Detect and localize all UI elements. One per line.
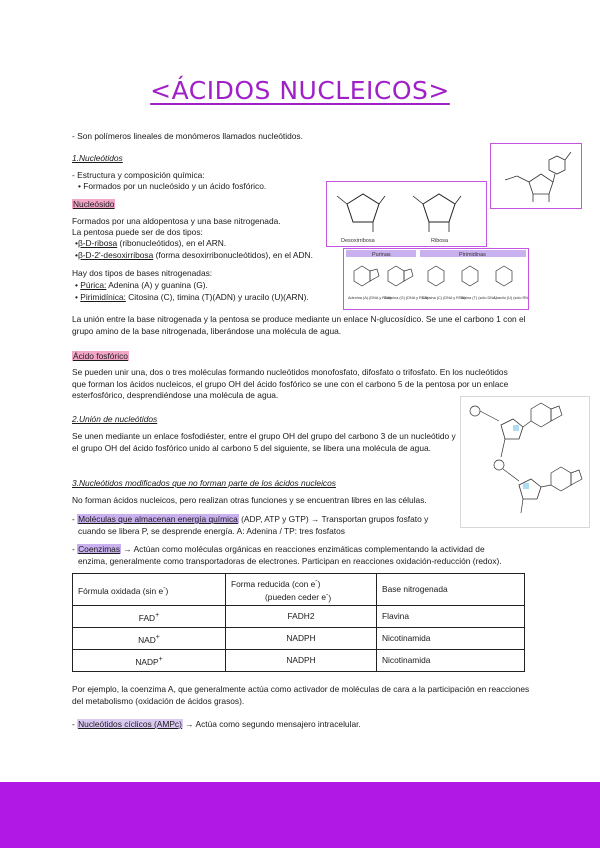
desoxirribosa-bullet: •β-D-2'-desoxirribosa (forma desoxirribonucleótidos), en el ADN. <box>75 250 313 260</box>
intro-text: - Son polímeros lineales de monómeros llamados nucleótidos. <box>72 131 303 141</box>
table-header-row <box>73 574 525 606</box>
s1-line-2: • Formados por un nucleósido y un ácido fosfórico. <box>78 181 267 191</box>
nucleotide-structure-figure <box>490 143 582 209</box>
cell-oxidized: FAD+ <box>73 606 226 628</box>
cell-oxidized: NAD+ <box>73 628 226 650</box>
coenzyme-table <box>72 573 525 672</box>
pentoses-drawing <box>327 182 486 246</box>
nitrogen-bases-figure <box>343 248 529 310</box>
guanina-label: Guanina (G) (DNA y RNA) <box>384 296 429 300</box>
uracilo-label: Uracilo (U) (sólo RNA) <box>494 296 528 300</box>
nitrogen-bases-drawing <box>344 249 528 309</box>
coenzimas-bullet: - Coenzimas → Actúan como moléculas orgánicas en reacciones enzimáticas complementando la actividad de <box>72 544 485 554</box>
purinas-label: Purinas <box>372 252 391 258</box>
pirimidinas-label: Pirimidinas <box>459 252 486 258</box>
ribosa-label: Ribosa <box>431 238 449 244</box>
fosforico-paragraph: Se pueden unir una, dos o tres moléculas formando nucleótidos monofosfato, difosfato o trifosfato. En los nucleótidos que forman los ácidos nucleicos, el grupo OH del ácido fosfórico se une con el carbono 5 de la pentosa por un enlace esterfosfórico, desprendiéndose una molécula de agua. <box>72 367 509 400</box>
header-reduced: Forma reducida (con e-) (pueden ceder e-) <box>226 574 377 606</box>
cell-oxidized: NADP+ <box>73 650 226 672</box>
ampc-bullet: - Nucleótidos cíclicos (AMPc) → Actúa como segundo mensajero intracelular. <box>72 719 361 729</box>
s1-line-1: - Estructura y composición química: <box>72 170 205 180</box>
pirimidinica-bullet: • Pirimidínica: Citosina (C), timina (T)(ADN) y uracilo (U)(ARN). <box>75 292 309 302</box>
footer-band <box>0 782 600 848</box>
nucleosido-heading: Nucleósido <box>73 199 115 209</box>
cell-reduced: NADPH <box>226 628 377 650</box>
citosina-label: Citosina (C) (DNA y RNA) <box>422 296 466 300</box>
timina-label: Timina (T) (sólo DNA) <box>460 296 497 300</box>
nucleosido-line-2: La pentosa puede ser de dos tipos: <box>72 227 203 237</box>
section-3-line-1: No forman ácidos nucleicos, pero realizan otras funciones y se encuentran libres en las células. <box>72 495 427 505</box>
n-glucosidico-paragraph: La unión entre la base nitrogenada y la pentosa se produce mediante un enlace N-glucosídico. Se une el carbono 1 con el grupo amino de la base nitrogenada, liberándose una molécula de agua. <box>72 314 526 336</box>
phosphodiester-figure <box>460 396 590 528</box>
header-base: Base nitrogenada <box>377 574 525 606</box>
section-2-heading: 2.Unión de nucleótidos <box>72 414 158 424</box>
table-row <box>73 628 525 650</box>
cell-reduced: FADH2 <box>226 606 377 628</box>
energia-bullet: - Moléculas que almacenan energía química (ADP, ATP y GTP) → Transportan grupos fosfato y <box>72 514 429 524</box>
cell-base: Flavina <box>377 606 525 628</box>
header-oxidized: Fórmula oxidada (sin e-) <box>73 574 226 606</box>
page-title: <ÁCIDOS NUCLEICOS> <box>150 76 450 105</box>
ribosa-bullet: •β-D-ribosa (ribonucleótidos), en el ARN. <box>75 238 227 248</box>
section-3-heading: 3.Nucleótidos modificados que no forman parte de los ácidos nucleicos <box>72 478 336 488</box>
purica-bullet: • Púrica: Adenina (A) y guanina (G). <box>75 280 208 290</box>
energia-bullet-cont: cuando se libera P, se desprende energía. A: Adenina / TP: tres fosfatos <box>78 526 345 536</box>
adenina-label: Adenina (A) (DNA y RNA) <box>348 296 392 300</box>
coenzimas-bullet-cont: enzima, generalmente como transportadoras de electrones. Participan en reacciones oxidación-reducción (redox). <box>78 556 502 566</box>
pentoses-figure <box>326 181 487 247</box>
section-2-paragraph: Se unen mediante un enlace fosfodiéster, entre el grupo OH del grupo del carbono 3 de un nucleótido y el grupo OH del ácido fosfórico unido al carbono 5 del siguiente, se libera una molécula de agua. <box>72 431 456 453</box>
cell-base: Nicotinamida <box>377 628 525 650</box>
phosphodiester-drawing <box>461 397 589 527</box>
coenzima-a-example: Por ejemplo, la coenzima A, que generalmente actúa como activador de moléculas de cara a la participación en reacciones del metabolismo (oxidación de ácidos grasos). <box>72 684 530 706</box>
nucleosido-line-1: Formados por una aldopentosa y una base nitrogenada. <box>72 216 281 226</box>
cell-base: Nicotinamida <box>377 650 525 672</box>
nucleotide-structure-drawing <box>491 144 581 208</box>
fosforico-heading: Ácido fosfórico <box>73 351 128 361</box>
section-1-heading: 1.Nucleótidos <box>72 153 123 163</box>
table-row <box>73 650 525 672</box>
table-row <box>73 606 525 628</box>
bases-intro: Hay dos tipos de bases nitrogenadas: <box>72 268 213 278</box>
cell-reduced: NADPH <box>226 650 377 672</box>
desoxirribosa-label: Desoxirribosa <box>341 238 375 244</box>
